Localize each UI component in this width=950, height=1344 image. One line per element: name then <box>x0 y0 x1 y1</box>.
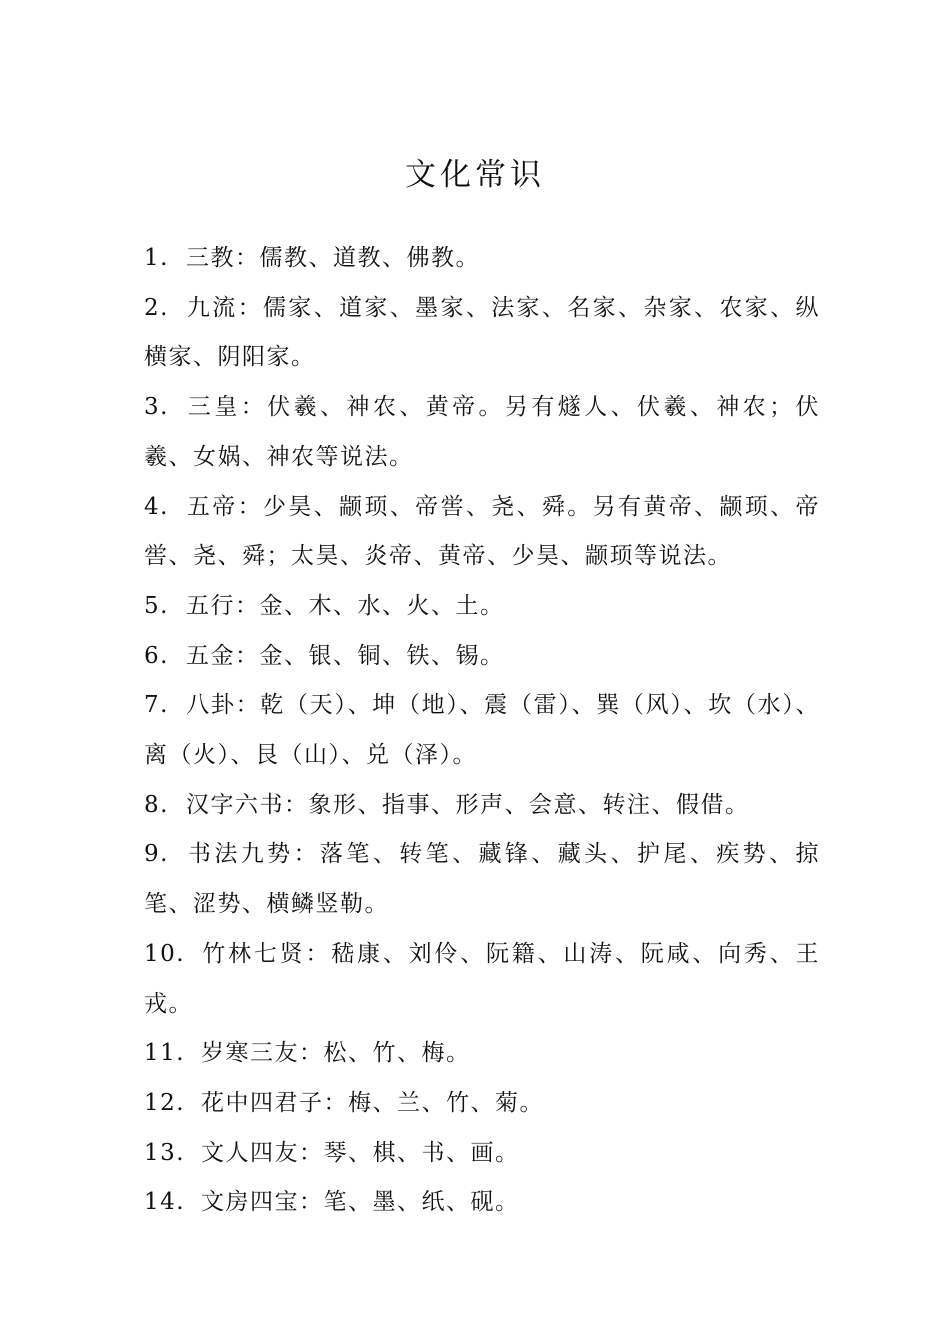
entry-text: 书法九势：落笔、转笔、藏锋、藏头、护尾、疾势、掠笔、涩势、横鳞竖勒。 <box>144 841 820 918</box>
list-item <box>144 1178 820 1228</box>
entry-text: 花中四君子：梅、兰、竹、菊。 <box>201 1089 544 1116</box>
page-title: 文化常识 <box>405 157 545 193</box>
list-item <box>144 930 820 1029</box>
entry-text: 汉字六书：象形、指事、形声、会意、转注、假借。 <box>186 791 750 818</box>
list-item <box>144 681 820 780</box>
entry-number: 4. <box>144 493 169 520</box>
list-item <box>144 284 820 383</box>
list-item <box>144 830 820 929</box>
entry-text: 五金：金、银、铜、铁、锡。 <box>186 642 505 669</box>
entry-number: 6. <box>144 642 169 669</box>
entry-number: 1. <box>144 245 169 271</box>
entry-text: 九流：儒家、道家、墨家、法家、名家、杂家、农家、纵横家、阴阳家。 <box>144 294 820 371</box>
entry-number: 14. <box>144 1189 186 1216</box>
entry-text: 五帝：少昊、颛顼、帝喾、尧、舜。另有黄帝、颛顼、帝喾、尧、舜；太昊、炎帝、黄帝、少昊、颛顼等说法。 <box>144 493 820 570</box>
list-item <box>144 234 820 284</box>
list-item <box>144 383 820 482</box>
entry-text: 三皇：伏羲、神农、黄帝。另有燧人、伏羲、神农；伏羲、女娲、神农等说法。 <box>144 394 820 470</box>
entry-number: 5. <box>144 592 169 619</box>
list-item <box>144 632 820 682</box>
entry-number: 2. <box>144 294 169 321</box>
entry-text: 文人四友：琴、棋、书、画。 <box>201 1139 520 1166</box>
entry-number: 12. <box>144 1089 186 1116</box>
entry-number: 10. <box>144 940 186 967</box>
entry-number: 13. <box>144 1139 186 1166</box>
list-item <box>144 483 820 582</box>
entry-text: 竹林七贤：嵇康、刘伶、阮籍、山涛、阮咸、向秀、王戎。 <box>144 940 820 1017</box>
list-item <box>144 1029 820 1079</box>
entry-text: 岁寒三友：松、竹、梅。 <box>201 1040 471 1067</box>
entry-text: 五行：金、木、水、火、土。 <box>186 592 505 619</box>
entry-number: 9. <box>144 841 169 868</box>
list-item <box>144 1129 820 1179</box>
entry-text: 文房四宝：笔、墨、纸、砚。 <box>201 1189 520 1216</box>
list-item <box>144 1079 820 1129</box>
list-item <box>144 582 820 632</box>
entry-number: 8. <box>144 791 169 818</box>
entry-number: 3. <box>144 394 169 421</box>
entry-number: 11. <box>144 1040 186 1067</box>
list-item <box>144 781 820 831</box>
entry-text: 三教：儒教、道教、佛教。 <box>186 245 480 271</box>
entry-text: 八卦：乾（天）、坤（地）、震（雷）、巽（风）、坎（水）、离（火）、艮（山）、兑（泽）。 <box>144 692 820 769</box>
entry-list <box>144 234 820 1228</box>
entry-number: 7. <box>144 692 169 719</box>
